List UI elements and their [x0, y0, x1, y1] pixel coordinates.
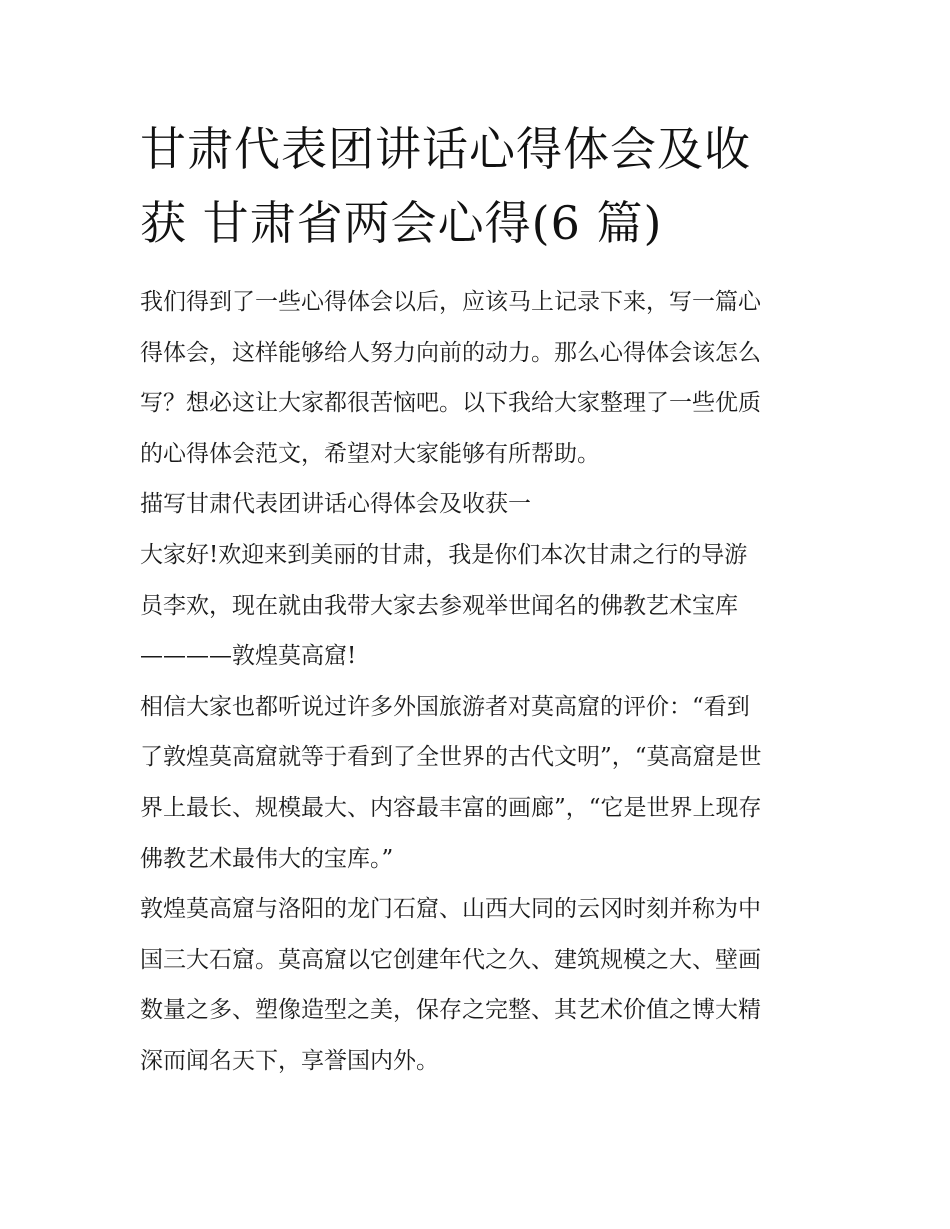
- grottoes-paragraph: [140, 884, 820, 1086]
- text-line: 描写甘肃代表团讲话心得体会及收获一: [140, 491, 531, 518]
- text-line: 得体会，这样能够给人努力向前的动力。那么心得体会该怎么: [140, 339, 761, 366]
- text-line: 国三大石窟。莫高窟以它创建年代之久、建筑规模之大、壁画: [140, 946, 761, 973]
- intro-paragraph: [140, 277, 820, 479]
- welcome-paragraph: [140, 530, 820, 682]
- text-line: 的心得体会范文，希望对大家能够有所帮助。: [140, 440, 600, 467]
- text-line: 我们得到了一些心得体会以后，应该马上记录下来，写一篇心: [140, 289, 761, 315]
- text-line: 员李欢，现在就由我带大家去参观举世闻名的佛教艺术宝库: [140, 592, 738, 619]
- text-line: 相信大家也都听说过许多外国旅游者对莫高窟的评价：“看到: [140, 693, 750, 720]
- document-body: [140, 277, 820, 1087]
- text-line: 了敦煌莫高窟就等于看到了全世界的古代文明”，“莫高窟是世: [140, 744, 762, 771]
- title-line: 获 甘肃省两会心得(6 篇): [140, 196, 663, 250]
- evaluation-paragraph: [140, 682, 820, 884]
- text-line: 数量之多、塑像造型之美，保存之完整、其艺术价值之博大精: [140, 997, 761, 1024]
- text-line: 深而闻名天下，享誉国内外。: [140, 1047, 439, 1074]
- text-line: 大家好!欢迎来到美丽的甘肃，我是你们本次甘肃之行的导游: [140, 541, 748, 568]
- text-line: ————敦煌莫高窟!: [140, 643, 357, 670]
- text-line: 界上最长、规模最大、内容最丰富的画廊”，“它是世界上现存: [140, 794, 762, 821]
- title-line: 甘肃代表团讲话心得体会及收: [140, 122, 751, 176]
- text-line: 写？想必这让大家都很苦恼吧。以下我给大家整理了一些优质: [140, 390, 761, 417]
- text-line: 敦煌莫高窟与洛阳的龙门石窟、山西大同的云冈时刻并称为中: [140, 896, 761, 923]
- text-line: 佛教艺术最伟大的宝库。”: [140, 845, 394, 872]
- section-heading: [140, 479, 820, 530]
- document-title: [140, 112, 830, 260]
